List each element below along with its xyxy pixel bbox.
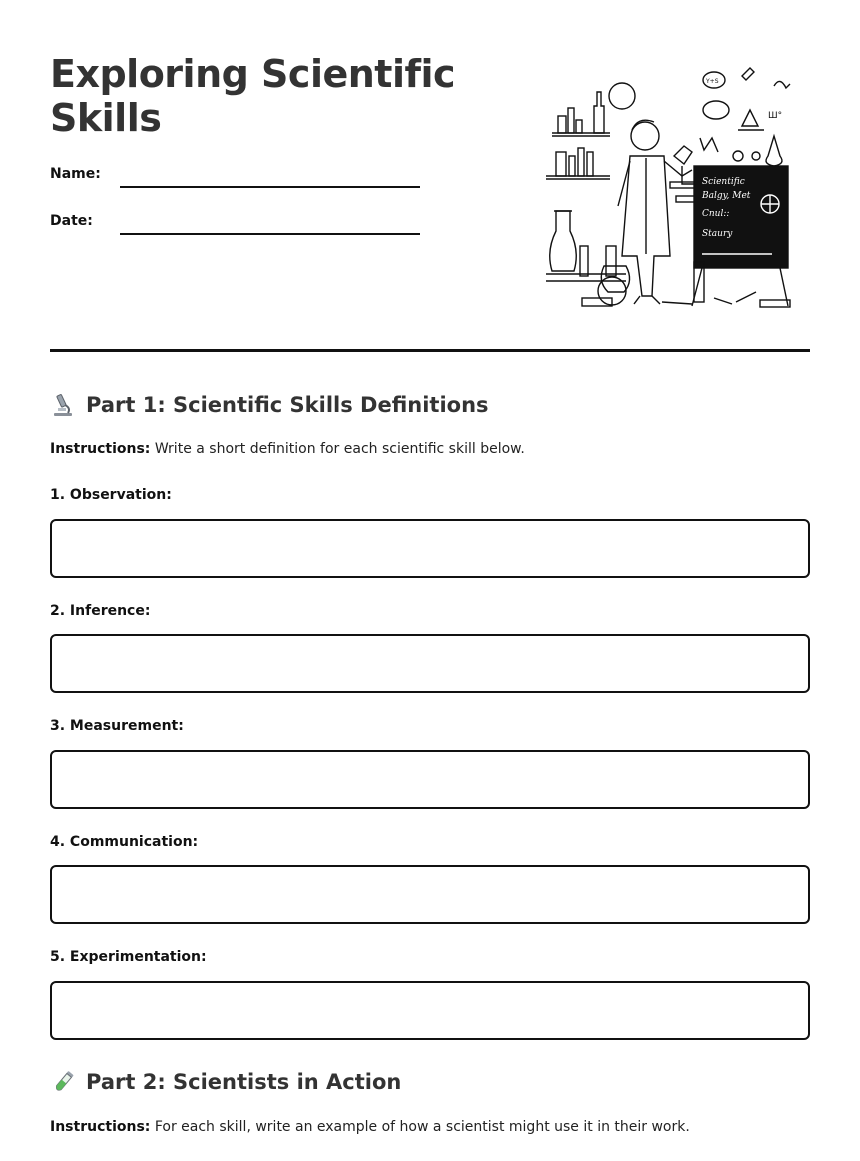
part2-instructions-label: Instructions: [50,1119,151,1135]
part1-title: Part 1: Scientific Skills Definitions [86,393,489,417]
part2-heading [50,1067,810,1097]
header-divider [50,349,810,352]
chalkboard-line-3: Cnul:: [702,209,730,219]
chalkboard-line-2: Balgy, Met [702,191,751,201]
part2-instructions-text: For each skill, write an example of how a scientist might use it in their work. [150,1119,690,1135]
observation-answer-box[interactable] [50,519,810,578]
part1-heading [50,390,810,420]
part1-instructions-label: Instructions: [50,441,151,457]
bubble-text: Y+S [706,78,719,85]
part1-instructions-text: Write a short definition for each scientific skill below. [150,441,525,457]
svg-text:Ш°: Ш° [768,111,783,121]
microscope-icon [50,392,76,418]
question-label: 2. Inference: [50,603,151,619]
question-label: 5. Experimentation: [50,949,207,965]
part1-instructions [50,441,810,457]
part2-title: Part 2: Scientists in Action [86,1070,402,1094]
date-line[interactable] [120,233,420,235]
question-label: 3. Measurement: [50,718,184,734]
communication-answer-box[interactable] [50,865,810,924]
worksheet-title: Exploring Scientific Skills [50,52,456,140]
name-field[interactable] [50,166,420,196]
scientist-illustration [542,66,792,316]
date-field[interactable] [50,213,420,243]
inference-answer-box[interactable] [50,634,810,693]
name-label: Name: [50,166,101,182]
measurement-answer-box[interactable] [50,750,810,809]
question-label: 4. Communication: [50,834,199,850]
experimentation-answer-box[interactable] [50,981,810,1040]
worksheet-page [50,0,810,1161]
part2-instructions [50,1119,810,1135]
chalkboard-line-4: Staury [702,229,733,239]
question-label: 1. Observation: [50,487,172,503]
test-tube-icon [50,1069,76,1095]
name-line[interactable] [120,186,420,188]
date-label: Date: [50,213,93,229]
chalkboard-line-1: Scientific [702,177,745,187]
